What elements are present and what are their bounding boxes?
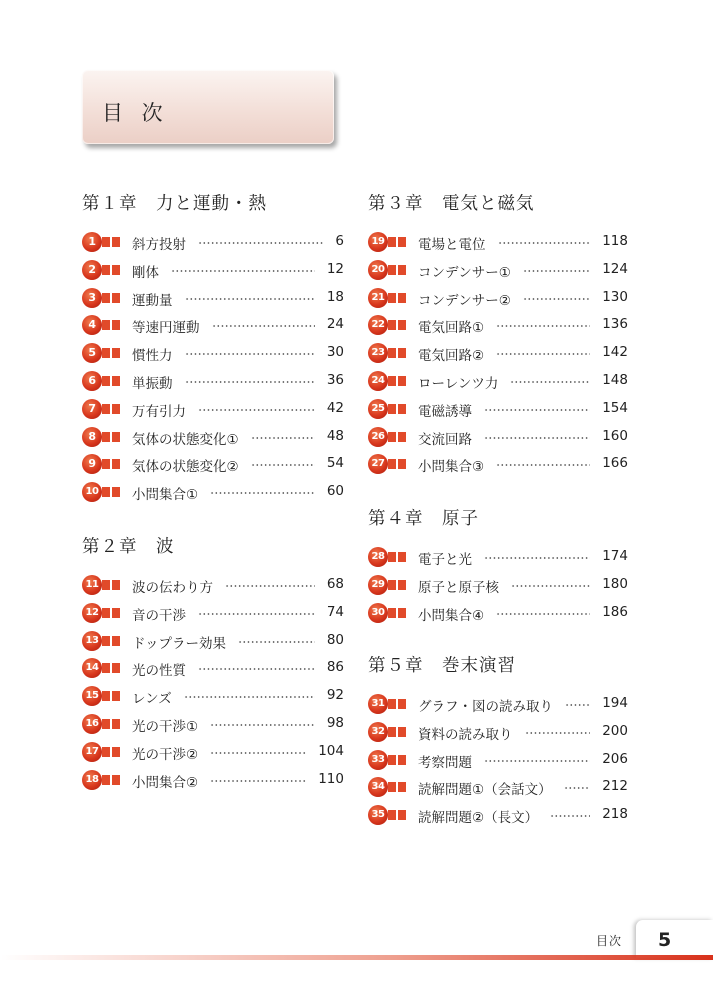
entry-title: ドップラー効果 bbox=[132, 635, 226, 652]
dot-leader bbox=[496, 464, 590, 466]
day-boxes-icon bbox=[102, 293, 120, 303]
entry-title: 原子と原子核 bbox=[418, 579, 499, 596]
entry-page-number: 124 bbox=[602, 260, 628, 277]
day-boxes-icon bbox=[388, 810, 406, 820]
day-boxes-icon bbox=[388, 348, 406, 358]
entry-page-number: 160 bbox=[602, 427, 628, 444]
dot-leader bbox=[484, 557, 590, 559]
toc-entry[interactable] bbox=[82, 627, 344, 655]
entry-page-number: 212 bbox=[602, 778, 628, 795]
toc-entry[interactable] bbox=[368, 423, 628, 451]
toc-entry[interactable] bbox=[82, 450, 344, 478]
dot-leader bbox=[564, 787, 590, 789]
entry-page-number: 68 bbox=[326, 576, 344, 592]
entry-title: 慣性力 bbox=[132, 348, 173, 365]
entry-page-number: 174 bbox=[602, 548, 628, 564]
entry-title: 小問集合① bbox=[132, 487, 199, 504]
toc-entry[interactable] bbox=[368, 311, 628, 339]
toc-entry[interactable] bbox=[82, 367, 344, 395]
day-boxes-icon bbox=[102, 237, 120, 247]
lesson-number-badge: 9 bbox=[82, 454, 102, 474]
entry-title: 読解問題①（会話文） bbox=[418, 782, 552, 799]
lesson-number-badge: 34 bbox=[368, 777, 388, 797]
dot-leader bbox=[511, 585, 590, 587]
toc-entry[interactable] bbox=[368, 228, 628, 256]
toc-entry[interactable] bbox=[82, 682, 344, 710]
entry-title: 等速円運動 bbox=[132, 320, 200, 337]
day-boxes-icon bbox=[388, 265, 406, 275]
dot-leader bbox=[198, 409, 315, 411]
dot-leader bbox=[484, 409, 590, 411]
entry-title: 電場と電位 bbox=[418, 237, 486, 253]
entry-title: レンズ bbox=[132, 691, 172, 708]
day-boxes-icon bbox=[388, 237, 406, 247]
dot-leader bbox=[210, 780, 306, 782]
toc-entry[interactable] bbox=[82, 710, 344, 738]
dot-leader bbox=[565, 704, 590, 706]
entry-page-number: 104 bbox=[318, 742, 344, 759]
dot-leader bbox=[184, 696, 315, 698]
entry-page-number: 18 bbox=[326, 288, 344, 305]
dot-leader bbox=[496, 325, 590, 327]
day-boxes-icon bbox=[102, 608, 120, 618]
dot-leader bbox=[198, 668, 315, 670]
entry-title: 電磁誘導 bbox=[418, 403, 472, 420]
entry-page-number: 86 bbox=[326, 659, 344, 676]
entry-page-number: 80 bbox=[326, 631, 344, 648]
dot-leader bbox=[185, 353, 315, 355]
chapter-entries bbox=[368, 690, 628, 829]
lesson-number-badge: 6 bbox=[82, 371, 102, 391]
day-boxes-icon bbox=[102, 775, 120, 785]
entry-title: 光の干渉① bbox=[132, 718, 199, 735]
entry-page-number: 110 bbox=[318, 770, 344, 787]
lesson-number-badge: 19 bbox=[368, 232, 388, 252]
day-boxes-icon bbox=[102, 487, 120, 497]
lesson-number-badge: 13 bbox=[82, 631, 102, 651]
day-boxes-icon bbox=[388, 727, 406, 737]
chapter-entries bbox=[368, 228, 628, 478]
dot-leader bbox=[225, 585, 315, 587]
entry-page-number: 194 bbox=[602, 695, 628, 711]
day-boxes-icon bbox=[388, 755, 406, 765]
dot-leader bbox=[210, 724, 315, 726]
day-boxes-icon bbox=[102, 691, 120, 701]
entry-title: 斜方投射 bbox=[132, 237, 186, 253]
day-boxes-icon bbox=[102, 747, 120, 757]
lesson-number-badge: 20 bbox=[368, 260, 388, 280]
toc-entry[interactable] bbox=[368, 256, 628, 284]
toc-title-box bbox=[82, 70, 334, 144]
dot-leader bbox=[525, 732, 590, 734]
toc-entry[interactable] bbox=[368, 450, 628, 478]
chapter-section bbox=[82, 190, 344, 506]
footer-label: 目次 bbox=[596, 934, 623, 948]
toc-entry[interactable] bbox=[82, 228, 344, 256]
lesson-number-badge: 24 bbox=[368, 371, 388, 391]
lesson-number-badge: 25 bbox=[368, 399, 388, 419]
entry-title: 電子と光 bbox=[418, 552, 472, 568]
lesson-number-badge: 22 bbox=[368, 315, 388, 335]
lesson-number-badge: 11 bbox=[82, 575, 102, 595]
chapter-entries bbox=[82, 228, 344, 506]
dot-leader bbox=[238, 641, 315, 643]
entry-page-number: 6 bbox=[335, 233, 344, 249]
day-boxes-icon bbox=[388, 699, 406, 709]
lesson-number-badge: 29 bbox=[368, 575, 388, 595]
toc-entry[interactable] bbox=[82, 395, 344, 423]
lesson-number-badge: 4 bbox=[82, 315, 102, 335]
entry-title: ローレンツ力 bbox=[418, 375, 499, 392]
chapter-heading: 第５章 巻末演習 bbox=[368, 656, 516, 676]
toc-entry[interactable] bbox=[368, 284, 628, 312]
entry-title: 読解問題②（長文） bbox=[418, 810, 539, 827]
toc-entry[interactable] bbox=[368, 801, 628, 829]
entry-title: 波の伝わり方 bbox=[132, 580, 213, 596]
day-boxes-icon bbox=[388, 608, 406, 618]
day-boxes-icon bbox=[388, 404, 406, 414]
day-boxes-icon bbox=[388, 376, 406, 386]
lesson-number-badge: 16 bbox=[82, 714, 102, 734]
entry-page-number: 206 bbox=[602, 750, 628, 767]
entry-page-number: 74 bbox=[326, 603, 344, 620]
chapter-section bbox=[82, 533, 344, 793]
lesson-number-badge: 27 bbox=[368, 454, 388, 474]
day-boxes-icon bbox=[102, 636, 120, 646]
lesson-number-badge: 17 bbox=[82, 742, 102, 762]
entry-title: 剛体 bbox=[132, 264, 159, 281]
dot-leader bbox=[185, 298, 315, 300]
lesson-number-badge: 2 bbox=[82, 260, 102, 280]
footer-bar bbox=[0, 955, 713, 960]
entry-title: 万有引力 bbox=[132, 403, 186, 420]
lesson-number-badge: 8 bbox=[82, 427, 102, 447]
toc-entry[interactable] bbox=[82, 599, 344, 627]
toc-entry[interactable] bbox=[368, 718, 628, 746]
toc-entry[interactable] bbox=[368, 746, 628, 774]
toc-entry[interactable] bbox=[82, 654, 344, 682]
day-boxes-icon bbox=[388, 552, 406, 562]
toc-entry[interactable] bbox=[82, 738, 344, 766]
entry-title: 運動量 bbox=[132, 292, 173, 309]
chapter-entries bbox=[82, 571, 344, 793]
day-boxes-icon bbox=[388, 320, 406, 330]
dot-leader bbox=[484, 437, 590, 439]
entry-page-number: 98 bbox=[326, 714, 344, 731]
toc-title: 目 次 bbox=[102, 101, 169, 125]
toc-entry[interactable] bbox=[368, 599, 628, 627]
entry-page-number: 130 bbox=[602, 288, 628, 305]
toc-entry[interactable] bbox=[82, 284, 344, 312]
lesson-number-badge: 10 bbox=[82, 482, 102, 502]
entry-title: 小問集合④ bbox=[418, 607, 485, 624]
dot-leader bbox=[210, 492, 315, 494]
entry-title: コンデンサー② bbox=[418, 292, 511, 309]
entry-title: 小問集合② bbox=[132, 774, 199, 791]
lesson-number-badge: 3 bbox=[82, 288, 102, 308]
lesson-number-badge: 5 bbox=[82, 343, 102, 363]
toc-entry[interactable] bbox=[82, 423, 344, 451]
chapter-entries bbox=[368, 543, 628, 626]
entry-title: 音の干渉 bbox=[132, 607, 186, 624]
entry-title: 電気回路① bbox=[418, 320, 485, 337]
toc-entry[interactable] bbox=[82, 478, 344, 506]
entry-title: 考察問題 bbox=[418, 754, 472, 771]
entry-page-number: 12 bbox=[326, 260, 344, 277]
day-boxes-icon bbox=[102, 348, 120, 358]
entry-page-number: 148 bbox=[602, 371, 628, 388]
chapter-heading: 第２章 波 bbox=[82, 537, 175, 557]
day-boxes-icon bbox=[102, 404, 120, 414]
lesson-number-badge: 15 bbox=[82, 686, 102, 706]
lesson-number-badge: 28 bbox=[368, 547, 388, 567]
dot-leader bbox=[496, 613, 590, 615]
lesson-number-badge: 33 bbox=[368, 750, 388, 770]
chapter-heading: 第３章 電気と磁気 bbox=[368, 194, 535, 214]
entry-page-number: 54 bbox=[326, 455, 344, 472]
day-boxes-icon bbox=[388, 782, 406, 792]
entry-page-number: 166 bbox=[602, 455, 628, 472]
entry-page-number: 218 bbox=[602, 806, 628, 823]
entry-title: 気体の状態変化② bbox=[132, 459, 239, 476]
entry-page-number: 60 bbox=[326, 483, 344, 500]
dot-leader bbox=[210, 752, 306, 754]
entry-title: 気体の状態変化① bbox=[132, 431, 239, 448]
lesson-number-badge: 32 bbox=[368, 722, 388, 742]
entry-title: 光の性質 bbox=[132, 663, 186, 680]
entry-page-number: 200 bbox=[602, 722, 628, 739]
entry-title: 光の干渉② bbox=[132, 746, 199, 763]
day-boxes-icon bbox=[102, 580, 120, 590]
entry-page-number: 48 bbox=[326, 427, 344, 444]
entry-title: グラフ・図の読み取り bbox=[418, 699, 553, 715]
toc-entry[interactable] bbox=[368, 690, 628, 718]
dot-leader bbox=[251, 464, 315, 466]
lesson-number-badge: 1 bbox=[82, 232, 102, 252]
lesson-number-badge: 7 bbox=[82, 399, 102, 419]
day-boxes-icon bbox=[388, 293, 406, 303]
dot-leader bbox=[198, 613, 315, 615]
entry-title: 交流回路 bbox=[418, 431, 472, 448]
lesson-number-badge: 12 bbox=[82, 603, 102, 623]
dot-leader bbox=[510, 381, 590, 383]
dot-leader bbox=[212, 325, 315, 327]
lesson-number-badge: 18 bbox=[82, 770, 102, 790]
day-boxes-icon bbox=[388, 459, 406, 469]
entry-page-number: 186 bbox=[602, 603, 628, 620]
entry-page-number: 36 bbox=[326, 371, 344, 388]
entry-page-number: 118 bbox=[602, 233, 628, 249]
dot-leader bbox=[185, 381, 315, 383]
dot-leader bbox=[198, 242, 323, 244]
dot-leader bbox=[496, 353, 590, 355]
entry-page-number: 24 bbox=[326, 316, 344, 333]
toc-entry[interactable] bbox=[368, 571, 628, 599]
toc-entry[interactable] bbox=[82, 256, 344, 284]
entry-page-number: 180 bbox=[602, 575, 628, 592]
toc-entry[interactable] bbox=[368, 395, 628, 423]
chapter-section bbox=[368, 652, 628, 829]
entry-page-number: 92 bbox=[326, 687, 344, 704]
dot-leader bbox=[484, 760, 590, 762]
dot-leader bbox=[523, 270, 590, 272]
chapter-section bbox=[368, 190, 628, 478]
toc-entry[interactable] bbox=[368, 339, 628, 367]
entry-page-number: 30 bbox=[326, 344, 344, 361]
dot-leader bbox=[251, 437, 315, 439]
toc-entry[interactable] bbox=[82, 311, 344, 339]
toc-entry[interactable] bbox=[368, 773, 628, 801]
toc-entry[interactable] bbox=[368, 367, 628, 395]
entry-page-number: 154 bbox=[602, 399, 628, 416]
chapter-heading: 第４章 原子 bbox=[368, 509, 479, 529]
lesson-number-badge: 23 bbox=[368, 343, 388, 363]
toc-entry[interactable] bbox=[82, 766, 344, 794]
toc-entry[interactable] bbox=[368, 543, 628, 571]
entry-page-number: 142 bbox=[602, 344, 628, 361]
entry-title: 小問集合③ bbox=[418, 459, 485, 476]
day-boxes-icon bbox=[388, 580, 406, 590]
entry-title: 資料の読み取り bbox=[418, 726, 513, 743]
day-boxes-icon bbox=[102, 320, 120, 330]
toc-entry[interactable] bbox=[82, 571, 344, 599]
day-boxes-icon bbox=[102, 376, 120, 386]
entry-title: 単振動 bbox=[132, 375, 173, 392]
entry-title: コンデンサー① bbox=[418, 264, 511, 281]
chapter-section bbox=[368, 505, 628, 626]
day-boxes-icon bbox=[388, 432, 406, 442]
lesson-number-badge: 26 bbox=[368, 427, 388, 447]
entry-page-number: 136 bbox=[602, 316, 628, 333]
lesson-number-badge: 21 bbox=[368, 288, 388, 308]
day-boxes-icon bbox=[102, 459, 120, 469]
dot-leader bbox=[171, 270, 315, 272]
lesson-number-badge: 31 bbox=[368, 694, 388, 714]
day-boxes-icon bbox=[102, 432, 120, 442]
entry-page-number: 42 bbox=[326, 399, 344, 416]
lesson-number-badge: 14 bbox=[82, 658, 102, 678]
lesson-number-badge: 35 bbox=[368, 805, 388, 825]
dot-leader bbox=[498, 242, 590, 244]
dot-leader bbox=[523, 298, 590, 300]
toc-entry[interactable] bbox=[82, 339, 344, 367]
dot-leader bbox=[550, 815, 590, 817]
day-boxes-icon bbox=[102, 719, 120, 729]
day-boxes-icon bbox=[102, 265, 120, 275]
chapter-heading: 第１章 力と運動・熱 bbox=[82, 194, 267, 214]
page-number: 5 bbox=[636, 920, 713, 958]
lesson-number-badge: 30 bbox=[368, 603, 388, 623]
entry-title: 電気回路② bbox=[418, 348, 485, 365]
day-boxes-icon bbox=[102, 663, 120, 673]
